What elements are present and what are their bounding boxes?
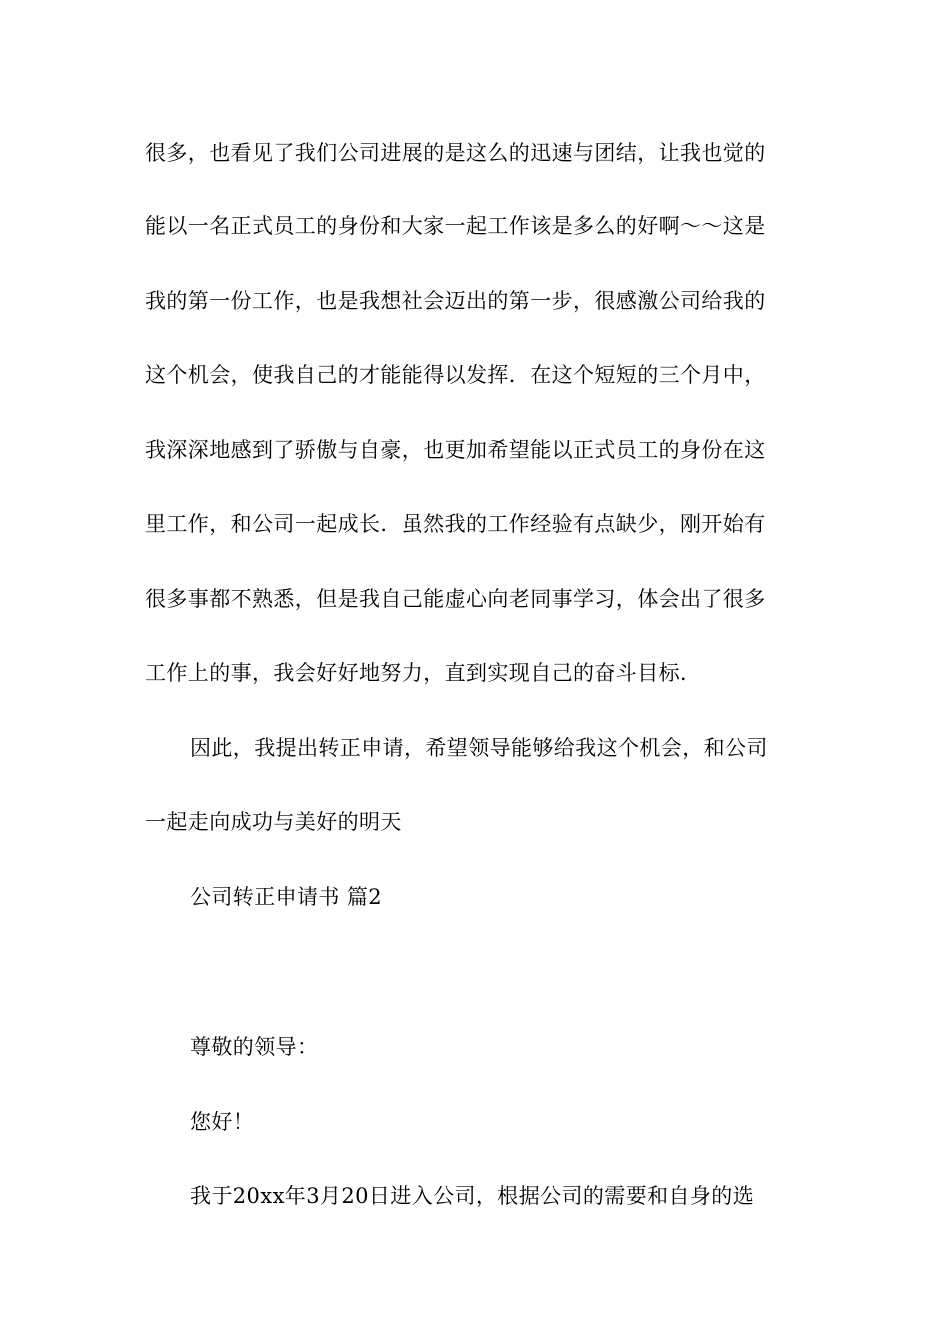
paragraph-line: 因此，我提出转正申请，希望领导能够给我这个机会，和公司 — [190, 736, 768, 760]
salutation: 尊敬的领导： — [190, 1035, 319, 1059]
paragraph-line: 我深深地感到了骄傲与自豪，也更加希望能以正式员工的身份在这 — [145, 438, 766, 462]
paragraph-line: 这个机会，使我自己的才能能得以发挥．在这个短短的三个月中， — [145, 363, 766, 387]
paragraph-line: 我的第一份工作，也是我想社会迈出的第一步，很感激公司给我的 — [145, 289, 766, 313]
greeting: 您好！ — [190, 1110, 255, 1134]
paragraph-line: 能以一名正式员工的身份和大家一起工作该是多么的好啊～～这是 — [145, 214, 766, 238]
paragraph-line: 一起走向成功与美好的明天 — [145, 810, 402, 834]
section-title: 公司转正申请书 篇2 — [190, 885, 383, 909]
paragraph-line: 我于20xx年3月20日进入公司，根据公司的需要和自身的选 — [190, 1184, 755, 1208]
paragraph-line: 工作上的事，我会好好地努力，直到实现自己的奋斗目标． — [145, 661, 702, 685]
paragraph-line: 很多，也看见了我们公司进展的是这么的迅速与团结，让我也觉的 — [145, 141, 766, 165]
paragraph-line: 很多事都不熟悉，但是我自己能虚心向老同事学习，体会出了很多 — [145, 587, 766, 611]
paragraph-line: 里工作，和公司一起成长．虽然我的工作经验有点缺少，刚开始有 — [145, 512, 766, 536]
